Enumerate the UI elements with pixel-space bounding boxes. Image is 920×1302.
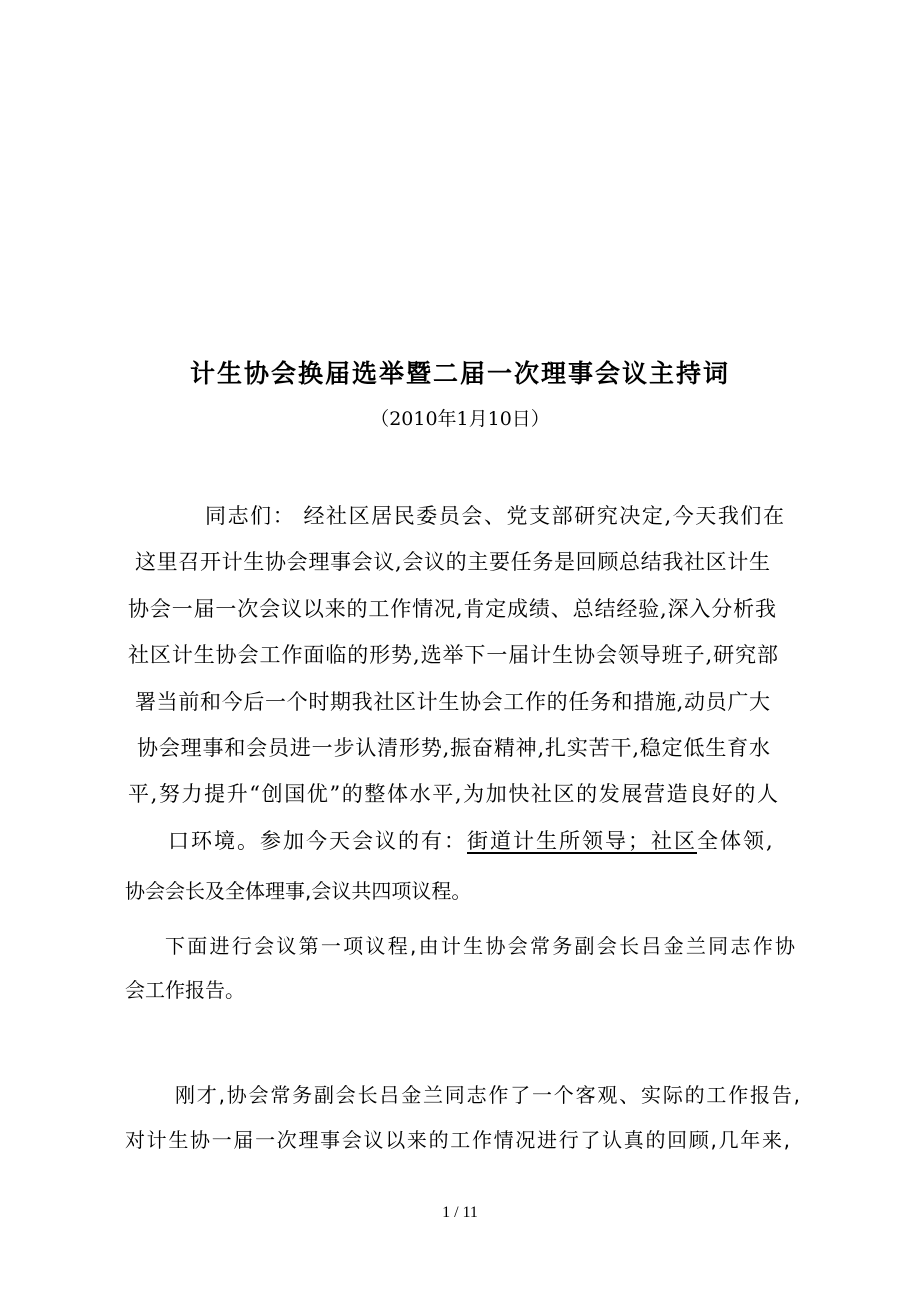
page-number: 1 / 11: [442, 1204, 478, 1221]
paragraph-line: 协会会长及全体理事,会议共四项议程。: [125, 879, 472, 903]
paragraph-line: 刚才,协会常务副会长吕金兰同志作了一个客观、实际的工作报告,: [175, 1083, 800, 1107]
paragraph-line: 协会一届一次会议以来的工作情况,肯定成绩、总结经验,深入分析我: [128, 597, 776, 621]
paragraph-line: 这里召开计生协会理事会议,会议的主要任务是回顾总结我社区计生: [135, 550, 770, 574]
paragraph-line: 下面进行会议第一项议程,由计生协会常务副会长吕金兰同志作协: [165, 934, 795, 958]
text: 全体领,: [697, 829, 775, 853]
paragraph-line: 对计生协一届一次理事会议以来的工作情况进行了认真的回顾,几年来,: [125, 1128, 790, 1152]
document-date: （2010年1月10日）: [370, 408, 550, 430]
paragraph-line: 协会理事和会员进一步认清形势,振奋精神,扎实苦干,稳定低生育水: [137, 736, 770, 760]
paragraph-line: 社区计生协会工作面临的形势,选举下一届计生协会领导班子,研究部: [128, 643, 778, 667]
paragraph-line: 平,努力提升“创国优”的整体水平,为加快社区的发展营造良好的人: [128, 782, 778, 806]
document-title: 计生协会换届选举暨二届一次理事会议主持词: [189, 359, 730, 388]
text: 口环境。参加今天会议的有：: [168, 829, 467, 853]
paragraph-line: 署当前和今后一个时期我社区计生协会工作的任务和措施,动员广大: [135, 690, 770, 714]
paragraph-line: 同志们： 经社区居民委员会、党支部研究决定,今天我们在: [205, 504, 784, 528]
paragraph-line: [168, 826, 775, 856]
underlined-text: 街道计生所领导；社区: [467, 829, 697, 853]
paragraph-line: 会工作报告。: [125, 978, 245, 1002]
